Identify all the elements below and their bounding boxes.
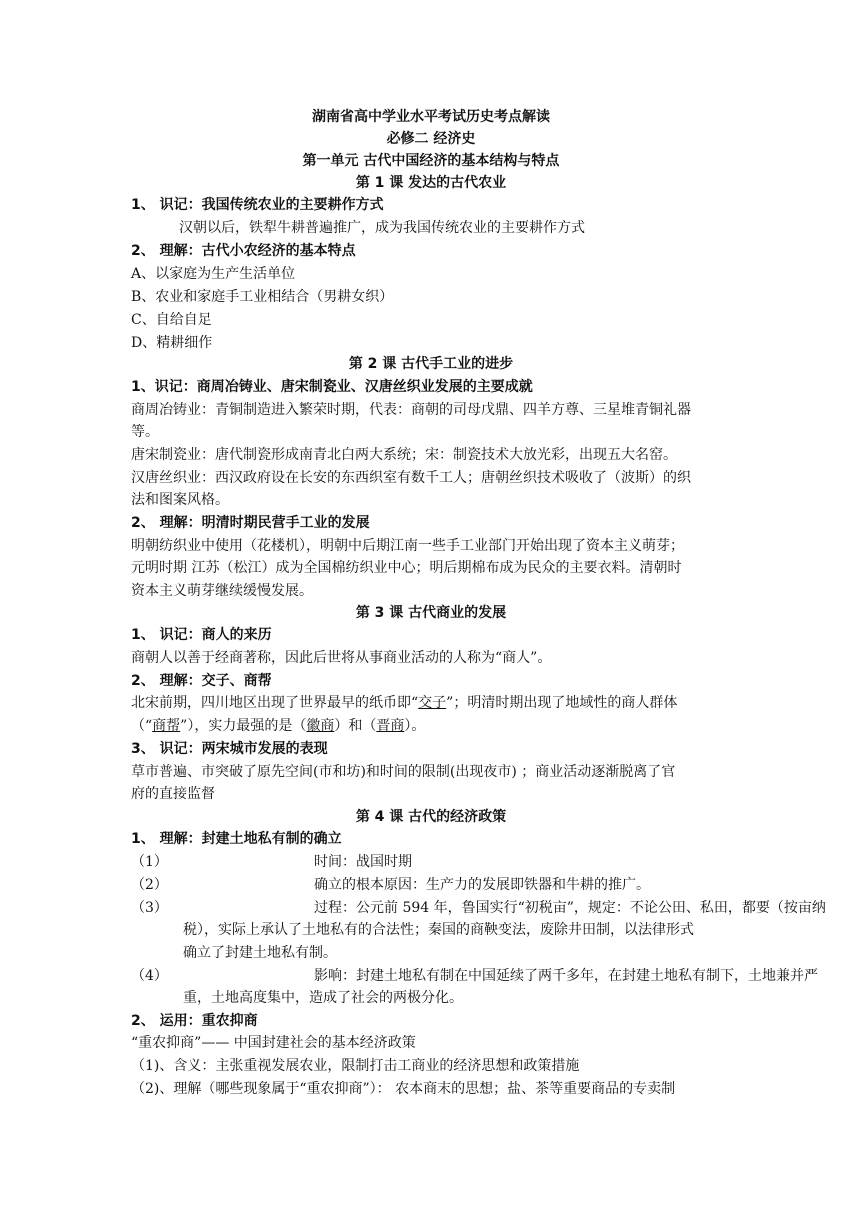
text-run: ”；明清时期出现了地域性的商人群体 [446,695,678,711]
item-number: （4） [131,968,168,984]
lesson-1-item-c: C、自给自足 [131,312,212,328]
item-text: 时间：战国时期 [314,854,412,870]
lesson-3-heading-2: 2、 理解：交子、商帮 [131,673,272,689]
lesson-1-item-a: A、以家庭为生产生活单位 [131,266,296,282]
lesson-4-item-3-continuation-1: 税），实际上承认了土地私有的合法性；秦国的商鞅变法，废除井田制，以法律形式 [183,922,694,938]
lesson-4-paragraph-3: （2)、理解（哪些现象属于“重农抑商”）： 农本商末的思想；盐、茶等重要商品的专卖制 [131,1081,676,1097]
document-subtitle: 必修二 经济史 [386,131,476,147]
item-text: 过程：公元前 594 年，鲁国实行“初税亩”，规定：不论公田、私田，都要（按亩纳 [314,900,826,916]
lesson-3-heading-3: 3、 识记：两宋城市发展的表现 [131,741,328,757]
lesson-1-title: 第 1 课 发达的古代农业 [355,175,507,191]
lesson-2-paragraph-4b: 元明时期 江苏（松江）成为全国棉纺织业中心；明后期棉布成为民众的主要衣料。清朝时 [131,560,682,576]
text-run: （“ [131,718,153,734]
underlined-term-shangbang: 商帮 [152,718,181,734]
lesson-2-paragraph-2: 唐宋制瓷业：唐代制瓷形成南青北白两大系统；宋：制瓷技术大放光彩，出现五大名窑。 [131,447,677,463]
lesson-3-heading-1: 1、 识记：商人的来历 [131,627,272,643]
lesson-2-paragraph-1b: 等。 [131,424,159,440]
lesson-1-item-b: B、农业和家庭手工业相结合（男耕女织） [131,289,394,305]
item-number: （3） [131,900,168,916]
lesson-4-paragraph-1: “重农抑商”—— 中国封建社会的基本经济政策 [131,1035,416,1051]
underlined-term-jinshang: 晋商 [376,718,405,734]
unit-title: 第一单元 古代中国经济的基本结构与特点 [302,153,560,169]
lesson-4-item-4-continuation: 重，土地高度集中，造成了社会的两极分化。 [183,990,463,1006]
lesson-4-numbered-item-3 [131,897,826,919]
lesson-3-paragraph-1: 商朝人以善于经商著称，因此后世将从事商业活动的人称为“商人”。 [131,650,552,666]
lesson-4-numbered-item-1 [131,851,731,873]
lesson-1-heading-2: 2、 理解：古代小农经济的基本特点 [131,243,356,259]
text-run: ”），实力最强的是（ [180,718,307,734]
lesson-2-paragraph-3a: 汉唐丝织业：西汉政府设在长安的东西织室有数千工人；唐朝丝织技术吸收了（波斯）的织 [131,470,691,486]
lesson-1-paragraph-1: 汉朝以后，铁犁牛耕普遍推广，成为我国传统农业的主要耕作方式 [179,220,585,236]
lesson-3-paragraph-3b: 府的直接监督 [131,786,215,802]
lesson-3-paragraph-3a: 草市普遍、市突破了原先空间(市和坊)和时间的限制(出现夜市) ；商业活动逐渐脱离了官 [131,764,676,780]
lesson-2-paragraph-4a: 明朝纺织业中使用（花楼机），明朝中后期江南一些手工业部门开始出现了资本主义萌芽； [131,538,684,554]
lesson-2-paragraph-1a: 商周冶铸业：青铜制造进入繁荣时期，代表：商朝的司母戊鼎、四羊方尊、三星堆青铜礼器 [131,402,691,418]
text-run: 北宋前期，四川地区出现了世界最早的纸币即“ [131,695,419,711]
item-number: （2） [131,877,168,893]
underlined-term-huishang: 徽商 [306,718,335,734]
lesson-3-title: 第 3 课 古代商业的发展 [355,605,507,621]
lesson-2-paragraph-4c: 资本主义萌芽继续缓慢发展。 [131,583,313,599]
lesson-1-item-d: D、精耕细作 [131,335,213,351]
document-title: 湖南省高中学业水平考试历史考点解读 [312,109,550,125]
lesson-4-heading-2: 2、 运用：重农抑商 [131,1013,258,1029]
lesson-4-numbered-item-2 [131,874,731,896]
text-run: ）。 [404,718,426,734]
lesson-4-title: 第 4 课 古代的经济政策 [355,809,507,825]
underlined-term-jiaozi: 交子 [418,695,447,711]
lesson-4-item-3-continuation-2: 确立了封建土地私有制。 [183,945,337,961]
item-text: 确立的根本原因：生产力的发展即铁器和牛耕的推广。 [314,877,650,893]
lesson-4-paragraph-2: （1)、含义：主张重视发展农业，限制打击工商业的经济思想和政策措施 [131,1058,580,1074]
lesson-2-heading-2: 2、 理解：明清时期民营手工业的发展 [131,515,370,531]
lesson-3-paragraph-2b [131,715,731,737]
text-run: ）和（ [334,718,377,734]
lesson-2-paragraph-3b: 法和图案风格。 [131,492,229,508]
lesson-2-title: 第 2 课 古代手工业的进步 [348,356,514,372]
item-number: （1） [131,854,168,870]
item-text: 影响：封建土地私有制在中国延续了两千多年，在封建土地私有制下，土地兼并严 [314,968,818,984]
lesson-2-heading-1: 1、识记：商周冶铸业、唐宋制瓷业、汉唐丝织业发展的主要成就 [131,379,533,395]
lesson-1-heading-1: 1、 识记：我国传统农业的主要耕作方式 [131,197,384,213]
lesson-4-numbered-item-4 [131,965,818,987]
lesson-4-heading-1: 1、 理解：封建土地私有制的确立 [131,831,342,847]
lesson-3-paragraph-2a [131,692,731,714]
